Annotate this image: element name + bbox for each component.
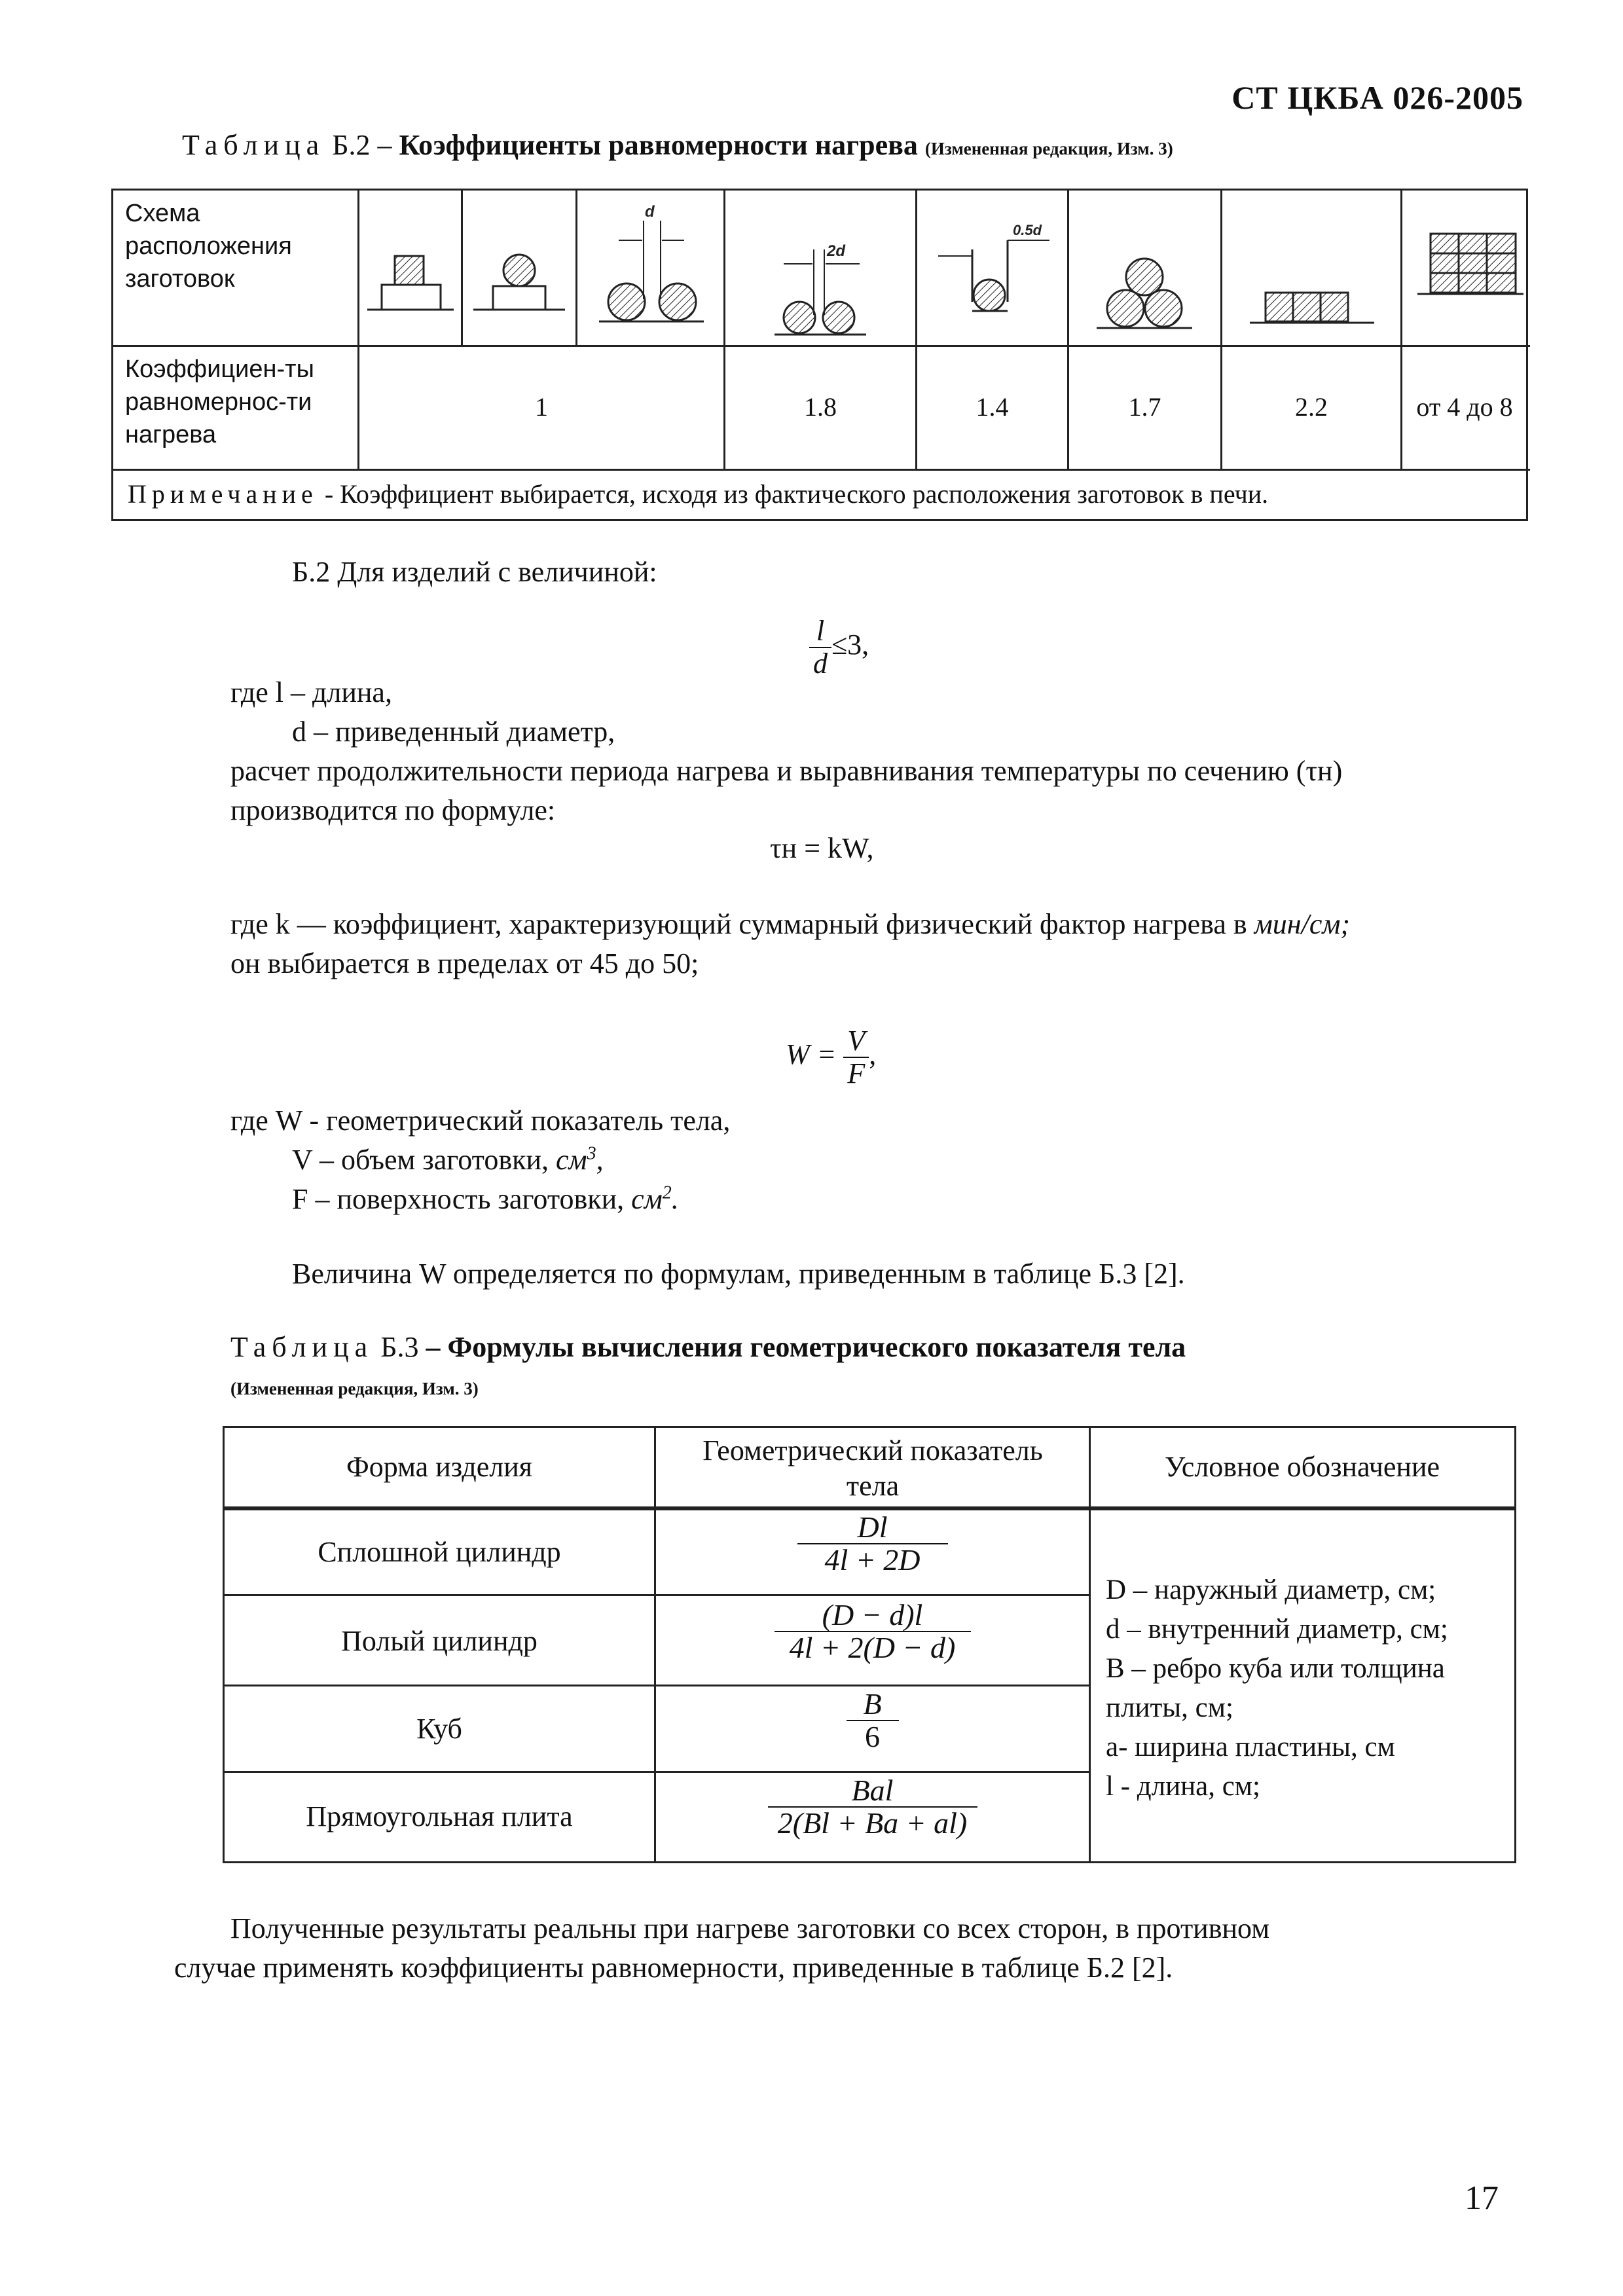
- coefficient-value: от 4 до 8: [1416, 392, 1513, 422]
- table-b2-caption: [182, 128, 1173, 162]
- w-formula: [786, 1025, 876, 1089]
- calc-line-2: производится по формуле:: [230, 794, 556, 826]
- col-header-index: Геометрический показатель тела: [702, 1434, 1043, 1502]
- shape-cell: Полый цилиндр: [341, 1625, 538, 1657]
- table-b3-edit: [230, 1368, 479, 1402]
- caption-number: Б.3: [380, 1331, 419, 1363]
- square-on-plate-icon: [362, 210, 459, 335]
- ratio-denominator: d: [809, 647, 831, 680]
- two-circles-gap-d-icon: [579, 194, 721, 345]
- conclusion-line-1: Полученные результаты реальны при нагреве заготовки со всех сторон, в противном: [230, 1912, 1270, 1944]
- where-f: [292, 1182, 679, 1216]
- where-v-text: V – объем заготовки,: [292, 1144, 556, 1176]
- coefficient-value: 1: [535, 392, 548, 422]
- formula-cell: [656, 1688, 1089, 1753]
- table-b3: [223, 1426, 1516, 1863]
- conclusion-line-2: случае применять коэффициенты равномерности, приведенные в таблице Б.2 [2].: [174, 1952, 1173, 1984]
- note-text: - Коэффициент выбирается, исходя из фактического расположения заготовок в печи.: [318, 479, 1269, 509]
- formula-denominator: 4l + 2D: [797, 1543, 948, 1576]
- k-line-1: [230, 907, 1350, 941]
- formula-tau: τн = kW,: [770, 832, 874, 864]
- caption-title: Коэффициенты равномерности нагрева: [399, 129, 918, 161]
- formula-denominator: 2(Bl + Ba + al): [768, 1806, 977, 1839]
- calc-line-1: расчет продолжительности периода нагрева и выравнивания температуры по сечению (τн): [230, 755, 1343, 787]
- shape-cell: Куб: [416, 1713, 462, 1745]
- where-v-unit: см: [556, 1144, 587, 1176]
- where-v-power: 3: [587, 1143, 596, 1164]
- legend-line: B – ребро куба или толщина: [1106, 1653, 1445, 1684]
- row-header-scheme: Схема расположения заготовок: [125, 200, 292, 293]
- where-l: где l – длина,: [230, 676, 392, 708]
- caption-title: – Формулы вычисления геометрического показателя тела: [426, 1331, 1186, 1363]
- col-header-shape: Форма изделия: [346, 1451, 532, 1483]
- formula-numerator: (D − d)l: [822, 1598, 923, 1631]
- caption-prefix: Таблица: [230, 1331, 374, 1363]
- shape-cell: Прямоугольная плита: [306, 1800, 573, 1832]
- where-f-end: .: [671, 1183, 679, 1215]
- where-f-power: 2: [662, 1182, 672, 1203]
- table-b2: [111, 189, 1528, 521]
- note-label: Примечание: [128, 479, 318, 509]
- k-line-1-text: где k — коэффициент, характеризующий суммарный физический фактор нагрева в: [230, 908, 1254, 940]
- table-b2-note: [128, 479, 1268, 509]
- coefficient-value: 2.2: [1295, 392, 1328, 422]
- coefficient-value: 1.4: [976, 392, 1009, 422]
- col-header-notation: Условное обозначение: [1164, 1451, 1440, 1483]
- circle-in-groove-icon: [919, 204, 1067, 341]
- coefficient-value: 1.8: [804, 392, 837, 422]
- rectangles-row-icon: [1224, 210, 1398, 348]
- where-v-end: ,: [596, 1144, 604, 1176]
- caption-edit: (Измененная редакция, Изм. 3): [924, 139, 1173, 158]
- where-f-unit: см: [631, 1183, 663, 1215]
- ratio-numerator: l: [816, 615, 825, 647]
- shape-cell: Сплошной цилиндр: [318, 1536, 561, 1568]
- w-numerator: V: [847, 1025, 866, 1057]
- where-w: где W - геометрический показатель тела,: [230, 1104, 731, 1137]
- where-f-text: F – поверхность заготовки,: [292, 1183, 632, 1215]
- ratio-rest: ≤3,: [831, 629, 869, 661]
- k-line-2: он выбирается в пределах от 45 до 50;: [230, 947, 699, 979]
- legend-line: l - длина, см;: [1106, 1771, 1260, 1802]
- svg-text:0.5d: 0.5d: [1013, 222, 1042, 238]
- legend-line: a- ширина пластины, см: [1106, 1732, 1395, 1762]
- formula-numerator: B: [863, 1687, 882, 1721]
- page-number: 17: [1465, 2179, 1499, 2217]
- formula-cell: [656, 1775, 1089, 1839]
- circle-on-plate-icon: [465, 210, 573, 335]
- section-intro: Б.2 Для изделий с величиной:: [292, 556, 657, 588]
- legend-line: D – наружный диаметр, см;: [1106, 1575, 1436, 1605]
- formula-denominator: 6: [847, 1720, 899, 1753]
- svg-text:2d: 2d: [827, 242, 846, 260]
- legend-line: d – внутренний диаметр, см;: [1106, 1614, 1448, 1645]
- w-lhs: W =: [786, 1038, 837, 1071]
- formula-cell: [656, 1599, 1089, 1664]
- k-unit: мин/см;: [1254, 908, 1351, 940]
- w-reference: Величина W определяется по формулам, приведенным в таблице Б.3 [2].: [292, 1258, 1185, 1290]
- where-v: [292, 1143, 604, 1176]
- caption-edit: (Измененная редакция, Изм. 3): [230, 1379, 479, 1398]
- svg-text:d: d: [645, 203, 655, 221]
- w-denominator: F: [843, 1057, 869, 1089]
- formula-denominator: 4l + 2(D − d): [775, 1631, 971, 1664]
- coefficient-value: 1.7: [1128, 392, 1161, 422]
- caption-prefix: Таблица: [182, 129, 325, 161]
- two-circles-gap-2d-icon: [729, 210, 912, 348]
- legend-line: плиты, см;: [1106, 1692, 1233, 1723]
- where-d: d – приведенный диаметр,: [292, 716, 615, 748]
- formula-numerator: Bal: [851, 1774, 894, 1807]
- row-header-coefficient: Коэффициен-ты равномернос-ти нагрева: [125, 355, 314, 448]
- caption-number: Б.2 –: [332, 129, 392, 161]
- formula-numerator: Dl: [857, 1510, 888, 1544]
- formula-cell: [656, 1512, 1089, 1576]
- three-circles-pyramid-icon: [1070, 210, 1218, 348]
- w-comma: ,: [869, 1038, 877, 1071]
- stacked-grid-icon: [1404, 210, 1526, 348]
- ratio-formula: [809, 615, 869, 680]
- notation-legend: [1106, 1571, 1448, 1806]
- standard-code: СТ ЦКБА 026-2005: [1231, 79, 1523, 116]
- table-b3-caption: [230, 1330, 1186, 1364]
